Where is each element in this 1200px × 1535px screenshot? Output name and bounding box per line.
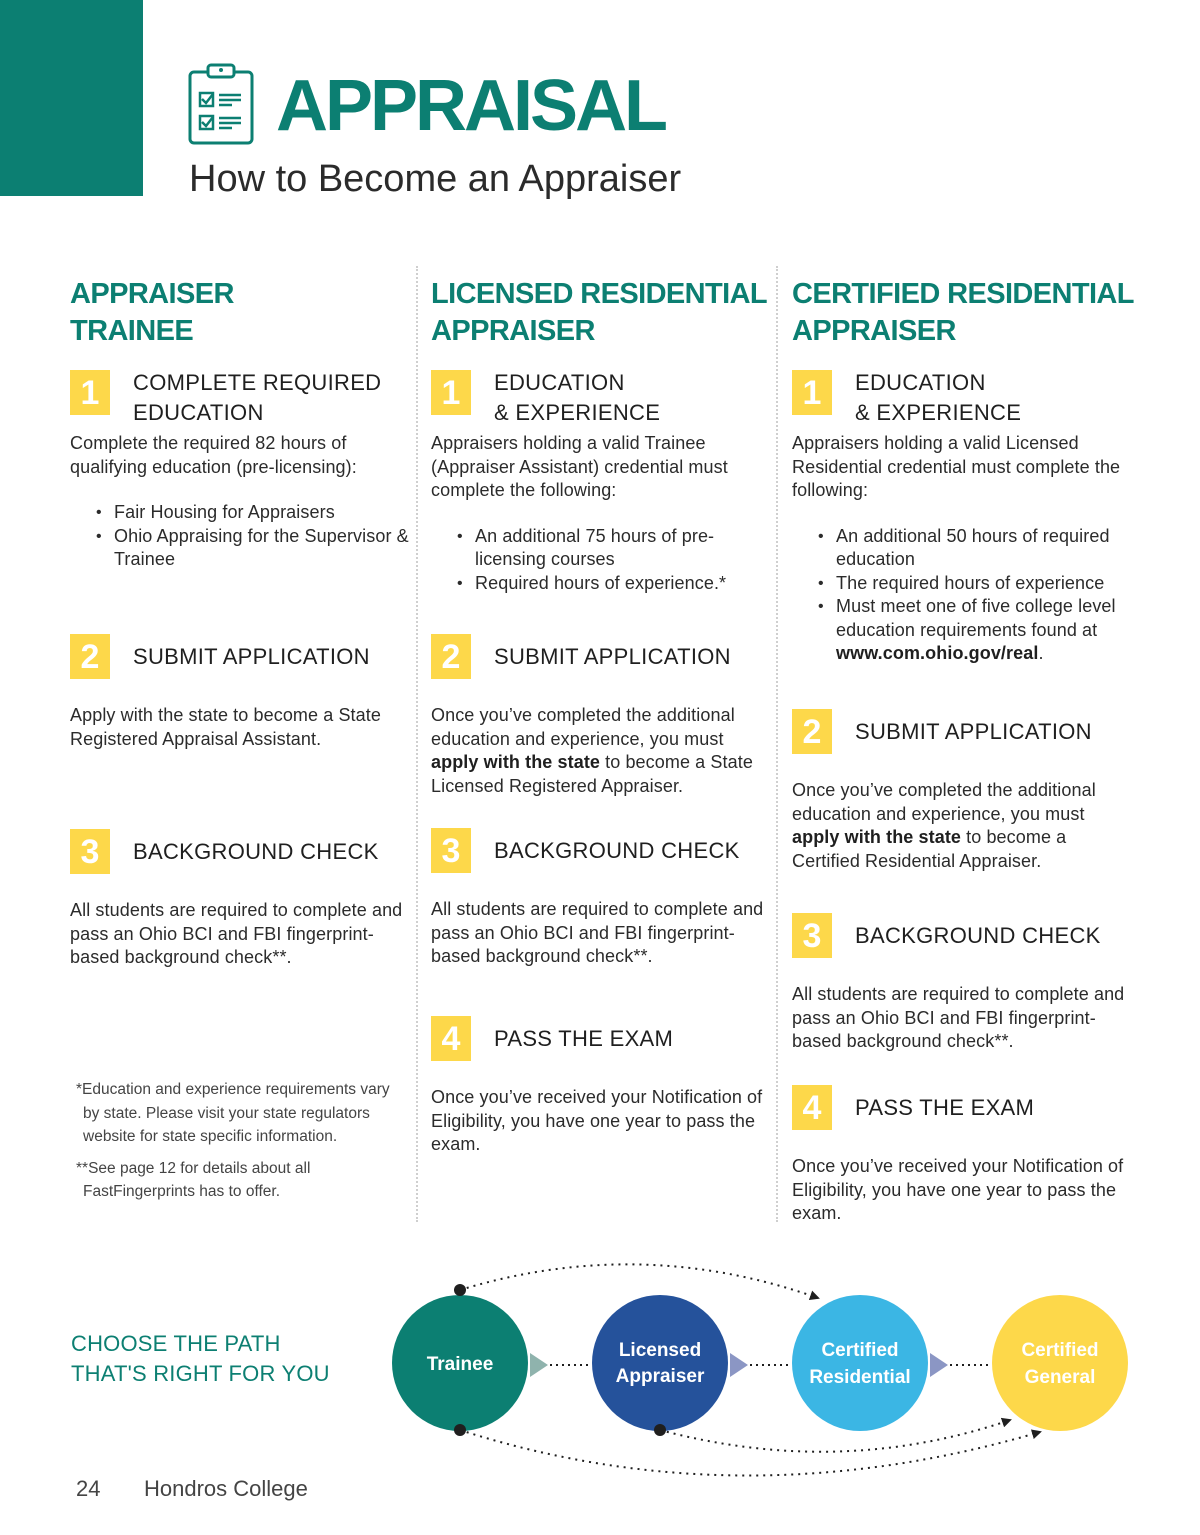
step-education-experience xyxy=(431,368,771,595)
path-heading: CHOOSE THE PATH THAT'S RIGHT FOR YOU xyxy=(71,1331,330,1386)
path-arrow-triangle xyxy=(730,1353,748,1377)
step-title: BACKGROUND CHECK xyxy=(494,838,740,863)
step-body: Complete the required 82 hours of qualifying education (pre-licensing): • Fair Housing for Appraisers • Ohio Appraising for the Supervisor & Trainee xyxy=(70,432,410,572)
step-body: Appraisers holding a valid Licensed Residential credential must complete the following: • An additional 50 hours of required education • The required hours of experience • Must meet one of five college level education requirements found at www.com.ohio.gov/real. xyxy=(792,432,1137,666)
node-label: Appraiser xyxy=(615,1366,705,1387)
step-pass-exam xyxy=(431,1014,771,1157)
step-number-badge: 2 xyxy=(431,634,471,679)
path-arrow-triangle xyxy=(530,1353,548,1377)
clipboard-checklist-icon xyxy=(186,62,256,146)
step-number-badge: 3 xyxy=(792,913,832,958)
column-appraiser-trainee xyxy=(70,276,410,967)
step-body: Once you’ve received your Notification of Eligibility, you have one year to pass the exam. xyxy=(431,1087,763,1154)
footnote: *Education and experience requirements vary by state. Please visit your state regulators website for state specific information. xyxy=(76,1081,390,1145)
page-subtitle: How to Become an Appraiser xyxy=(189,158,682,200)
step-number-badge: 4 xyxy=(431,1016,471,1061)
node-label: Residential xyxy=(809,1367,911,1388)
node-label: General xyxy=(1024,1367,1096,1388)
step-background-check xyxy=(70,827,410,970)
node-certified-residential xyxy=(792,1295,928,1431)
node-label: Certified xyxy=(821,1340,899,1361)
list-item: • Required hours of experience.* xyxy=(457,572,771,596)
node-certified-general xyxy=(992,1295,1128,1431)
column-title: APPRAISER TRAINEE xyxy=(70,278,234,347)
column-divider xyxy=(416,266,418,1222)
path-dot-marker xyxy=(454,1284,466,1296)
column-certified-residential xyxy=(792,276,1137,1223)
path-arrow-triangle xyxy=(930,1353,948,1377)
path-connector-trainee-to-certified-residential xyxy=(460,1264,818,1298)
column-divider xyxy=(776,266,778,1222)
column-title: CERTIFIED RESIDENTIAL APPRAISER xyxy=(792,278,1134,347)
step-title: SUBMIT APPLICATION xyxy=(133,644,370,669)
step-body: Apply with the state to become a State Registered Appraisal Assistant. xyxy=(70,705,381,749)
column-licensed-residential xyxy=(431,276,771,1154)
list-item: • Fair Housing for Appraisers xyxy=(96,501,410,525)
step-background-check xyxy=(431,826,771,969)
footnotes xyxy=(71,1078,401,1204)
node-label: Certified xyxy=(1021,1340,1099,1361)
step-number-badge: 1 xyxy=(792,370,832,415)
step-complete-education xyxy=(70,368,410,572)
step-body: All students are required to complete and pass an Ohio BCI and FBI fingerprint-based background check**. xyxy=(431,899,764,966)
step-submit-application xyxy=(431,632,771,798)
column-title: LICENSED RESIDENTIAL APPRAISER xyxy=(431,278,768,347)
step-body: Once you’ve received your Notification of Eligibility, you have one year to pass the exam. xyxy=(792,1156,1124,1223)
career-path-diagram xyxy=(380,1250,1140,1490)
step-body: Appraisers holding a valid Trainee (Appraiser Assistant) credential must complete the following: • An additional 75 hours of pre-licensing courses • Required hours of experience.* xyxy=(431,432,771,595)
footnote: **See page 12 for details about all FastFingerprints has to offer. xyxy=(76,1159,311,1200)
bullet-list xyxy=(431,525,771,596)
node-label: Licensed xyxy=(618,1340,702,1361)
step-title: PASS THE EXAM xyxy=(494,1026,674,1051)
list-item: • Ohio Appraising for the Supervisor & Trainee xyxy=(96,525,410,572)
path-dot-marker xyxy=(654,1424,666,1436)
header-corner-block xyxy=(0,0,143,196)
step-body: Once you’ve completed the additional education and experience, you must apply with the state to become a State Licensed Registered Appraiser. xyxy=(431,705,753,796)
list-item: • Must meet one of five college level education requirements found at www.com.ohio.gov/real. xyxy=(818,595,1137,666)
publisher-name: Hondros College xyxy=(144,1476,308,1501)
step-title: EDUCATION & EXPERIENCE xyxy=(855,370,1022,425)
bullet-list xyxy=(70,501,410,572)
list-item: • An additional 75 hours of pre-licensing courses xyxy=(457,525,771,572)
step-background-check xyxy=(792,911,1137,1054)
step-body: Once you’ve completed the additional education and experience, you must apply with the state to become a Certified Residential Appraiser. xyxy=(792,780,1096,871)
step-number-badge: 4 xyxy=(792,1085,832,1130)
step-submit-application xyxy=(792,707,1137,873)
step-body: All students are required to complete and pass an Ohio BCI and FBI fingerprint-based background check**. xyxy=(70,900,403,967)
step-number-badge: 3 xyxy=(70,829,110,874)
step-submit-application xyxy=(70,632,410,751)
step-education-experience xyxy=(792,368,1137,666)
step-title: SUBMIT APPLICATION xyxy=(855,719,1092,744)
bullet-list xyxy=(792,525,1137,666)
page-title: APPRAISAL xyxy=(276,66,666,146)
step-title: EDUCATION & EXPERIENCE xyxy=(494,370,661,425)
step-pass-exam xyxy=(792,1083,1137,1226)
step-title: BACKGROUND CHECK xyxy=(855,923,1101,948)
step-number-badge: 3 xyxy=(431,828,471,873)
step-title: PASS THE EXAM xyxy=(855,1095,1035,1120)
step-title: SUBMIT APPLICATION xyxy=(494,644,731,669)
list-item: • The required hours of experience xyxy=(818,572,1137,596)
page-number: 24 xyxy=(76,1476,101,1501)
node-label: Trainee xyxy=(426,1354,494,1375)
list-item: • An additional 50 hours of required education xyxy=(818,525,1137,572)
step-number-badge: 1 xyxy=(431,370,471,415)
step-title: COMPLETE REQUIRED EDUCATION xyxy=(133,370,382,425)
path-dot-marker xyxy=(454,1424,466,1436)
node-licensed-appraiser xyxy=(592,1295,728,1431)
step-title: BACKGROUND CHECK xyxy=(133,839,379,864)
step-number-badge: 2 xyxy=(792,709,832,754)
step-number-badge: 1 xyxy=(70,370,110,415)
step-body: All students are required to complete and pass an Ohio BCI and FBI fingerprint-based background check**. xyxy=(792,984,1125,1051)
step-number-badge: 2 xyxy=(70,634,110,679)
